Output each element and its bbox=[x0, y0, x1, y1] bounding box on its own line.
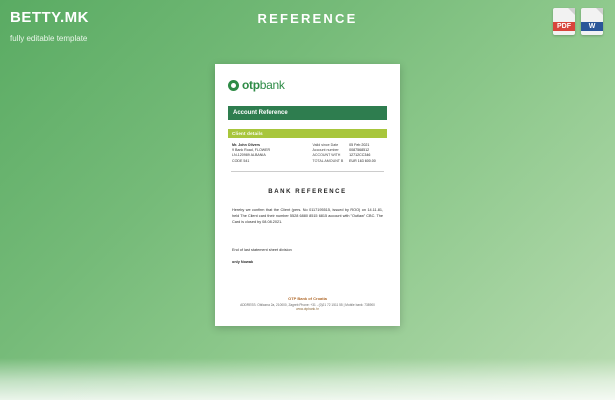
account-fields-column bbox=[313, 143, 384, 164]
otp-logo-bold: otp bbox=[242, 78, 260, 92]
detail-value: EUR 163 600.00 bbox=[349, 158, 376, 163]
footer-bank-name: OTP Bank of Croatia bbox=[288, 295, 327, 301]
client-address-column bbox=[232, 143, 303, 164]
detail-row bbox=[313, 159, 384, 164]
page-fold-corner bbox=[568, 8, 575, 15]
client-address-line-3: CODE 541 bbox=[232, 158, 250, 163]
detail-value: 0087568512 bbox=[349, 148, 370, 153]
divider bbox=[231, 171, 384, 172]
page-title: REFERENCE bbox=[257, 11, 358, 26]
brand-name: BETTY.MK bbox=[10, 9, 89, 26]
detail-label: Valid since Date bbox=[312, 143, 339, 147]
document-closing bbox=[228, 247, 387, 266]
detail-value: 12712CC346 bbox=[349, 153, 371, 158]
otp-logo-text bbox=[242, 78, 285, 92]
word-file-icon-label: W bbox=[581, 22, 603, 31]
signature-name: only Nowak bbox=[232, 259, 254, 264]
document-footer bbox=[215, 296, 400, 312]
detail-label: ACCOUNT WITH bbox=[312, 153, 341, 158]
otp-bank-logo bbox=[228, 78, 387, 92]
pdf-file-icon[interactable] bbox=[553, 8, 575, 35]
detail-label: Account number bbox=[312, 148, 339, 153]
document-title: BANK REFERENCE bbox=[268, 188, 347, 195]
document-body bbox=[228, 207, 387, 225]
document-preview[interactable] bbox=[215, 64, 400, 326]
detail-value: 05 Feb 2021 bbox=[349, 143, 370, 147]
closing-line: End of last statement sheet division bbox=[232, 247, 292, 252]
body-paragraph: Hereby we confirm that the Client (pers. No 0117195515, issued by ROO) on 14.11.81, held The Client card their number 5528 6880 8515 6815 account with "Outlaw" CBC. The Card is closed by 08.08.2021. bbox=[232, 207, 383, 224]
otp-logo-light: bank bbox=[259, 78, 285, 92]
pdf-file-icon-label: PDF bbox=[553, 22, 575, 31]
otp-logo-icon bbox=[228, 80, 239, 91]
document-banner: Account Reference bbox=[228, 106, 387, 120]
client-details-header: Client details bbox=[228, 129, 387, 138]
brand-tagline: fully editable template bbox=[10, 34, 88, 43]
client-details bbox=[228, 138, 387, 164]
footer-address: ADDRESS: Obilazna 2a, 210000, Zagreb Phone: +31 - (0)21 72 1511 55 | Mobile bank: 738900 bbox=[240, 302, 375, 307]
file-format-icons bbox=[553, 8, 603, 35]
client-name: Mr. John Olivers bbox=[232, 143, 260, 147]
page-fold-corner bbox=[596, 8, 603, 15]
client-address-line-1: 9 Bank Road, FLOWER bbox=[232, 148, 271, 153]
footer-website-link[interactable]: www.otpbank.hr bbox=[296, 307, 319, 312]
detail-label: TOTAL AMOUNT B bbox=[312, 158, 344, 163]
word-file-icon[interactable] bbox=[581, 8, 603, 35]
client-address-line-2: LN-120989 ALBANIA bbox=[232, 153, 266, 158]
